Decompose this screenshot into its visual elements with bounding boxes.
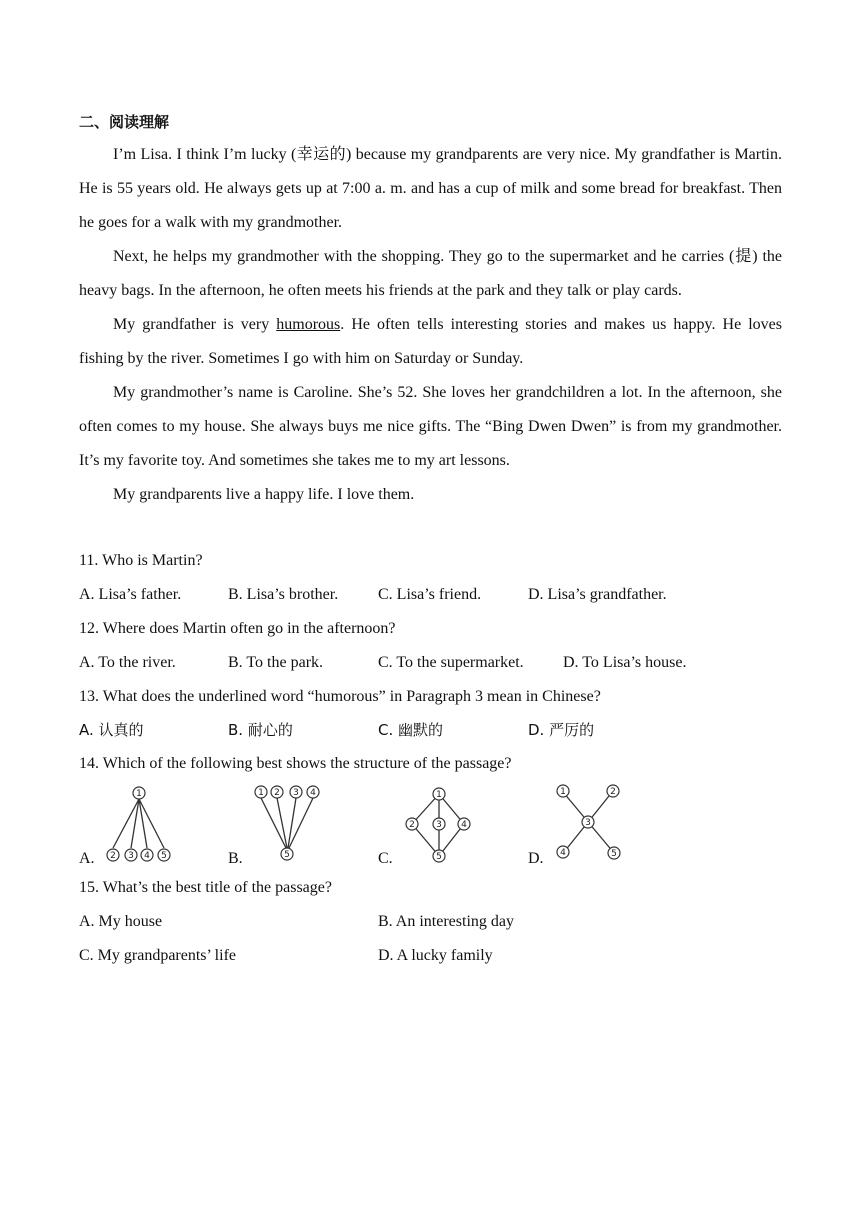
question-13-stem: 13. What does the underlined word “humorous” in Paragraph 3 mean in Chinese?: [79, 688, 601, 705]
q14-option-c: C.: [378, 850, 393, 867]
question-15-stem: 15. What’s the best title of the passage?: [79, 879, 332, 896]
diagram-node-label: 2: [110, 851, 116, 862]
diagram-node-label: 5: [284, 850, 290, 861]
underlined-word: humorous: [276, 316, 341, 333]
diagram-node-label: 1: [136, 789, 142, 800]
paragraph-3-start: My grandfather is very: [113, 316, 277, 333]
paragraph-1: I’m Lisa. I think I’m lucky (幸运的) because my grandparents are very nice. My grandfather is Martin. He is 55 years old. He always gets up at 7:00 a. m. and has a cup of milk and some bread for breakfast. Then he goes for a walk with my grandmother.: [79, 146, 782, 231]
structure-diagram-a: [95, 780, 185, 866]
q14-option-d: D.: [528, 850, 544, 867]
q11-option-a: A. Lisa’s father.: [79, 586, 182, 603]
paragraph-5: My grandparents live a happy life. I love them.: [113, 486, 415, 503]
q14-option-a: A.: [79, 850, 95, 867]
q11-option-c: C. Lisa’s friend.: [378, 586, 482, 603]
q13-option-c: C. 幽默的: [378, 721, 444, 739]
q15-option-c: C. My grandparents’ life: [79, 947, 236, 964]
diagram-node-label: 2: [409, 820, 415, 831]
structure-diagram-d: [546, 780, 628, 864]
q11-option-d: D. Lisa’s grandfather.: [528, 586, 667, 603]
structure-diagram-b: [246, 780, 331, 866]
diagram-node-label: 4: [461, 820, 467, 831]
paragraph-3-end: . He often tells interesting stories and makes us happy. He loves fishing by the river. Sometimes I go with him on Saturday or Sunday.: [79, 316, 783, 367]
diagram-node-label: 3: [585, 818, 591, 829]
diagram-node-label: 4: [144, 851, 150, 862]
reading-passage: [79, 138, 782, 512]
diagram-node-label: 1: [560, 787, 566, 798]
diagram-node-label: 1: [258, 788, 264, 799]
paragraph-4: My grandmother’s name is Caroline. She’s 52. She loves her grandchildren a lot. In the afternoon, she often comes to my house. She always buys me nice gifts. The “Bing Dwen Dwen” is from my grandmother. It’s my favorite toy. And sometimes she takes me to my art lessons.: [79, 384, 782, 469]
diagram-node-label: 5: [436, 852, 442, 863]
q15-option-b: B. An interesting day: [378, 913, 514, 930]
question-12-stem: 12. Where does Martin often go in the afternoon?: [79, 620, 396, 637]
diagram-node-label: 4: [560, 848, 566, 859]
paragraph-3: [79, 308, 782, 376]
q15-option-a: A. My house: [79, 913, 163, 930]
diagram-node-label: 2: [274, 788, 280, 799]
diagram-node-label: 3: [128, 851, 134, 862]
q12-option-d: D. To Lisa’s house.: [563, 654, 687, 671]
diagram-node-label: 3: [436, 820, 442, 831]
section-title: 二、阅读理解: [79, 113, 170, 131]
diagram-node-label: 4: [310, 788, 316, 799]
q14-option-b: B.: [228, 850, 243, 867]
diagram-node-label: 5: [611, 849, 617, 860]
q12-option-b: B. To the park.: [228, 654, 324, 671]
diagram-node-label: 5: [161, 851, 167, 862]
q13-option-a: A. 认真的: [79, 721, 144, 739]
diagram-node-label: 2: [610, 787, 616, 798]
q12-option-a: A. To the river.: [79, 654, 176, 671]
q13-option-d: D. 严厉的: [528, 721, 595, 739]
diagram-node-label: 3: [293, 788, 299, 799]
diagram-node-label: 1: [436, 790, 442, 801]
q12-option-c: C. To the supermarket.: [378, 654, 524, 671]
question-14-stem: 14. Which of the following best shows the structure of the passage?: [79, 755, 512, 772]
q11-option-b: B. Lisa’s brother.: [228, 586, 339, 603]
paragraph-2: Next, he helps my grandmother with the shopping. They go to the supermarket and he carries (提) the heavy bags. In the afternoon, he often meets his friends at the park and they talk or play cards.: [79, 248, 783, 299]
structure-diagram-c: [398, 780, 478, 866]
question-11-stem: 11. Who is Martin?: [79, 552, 203, 569]
q13-option-b: B. 耐心的: [228, 721, 293, 739]
q15-option-d: D. A lucky family: [378, 947, 493, 964]
